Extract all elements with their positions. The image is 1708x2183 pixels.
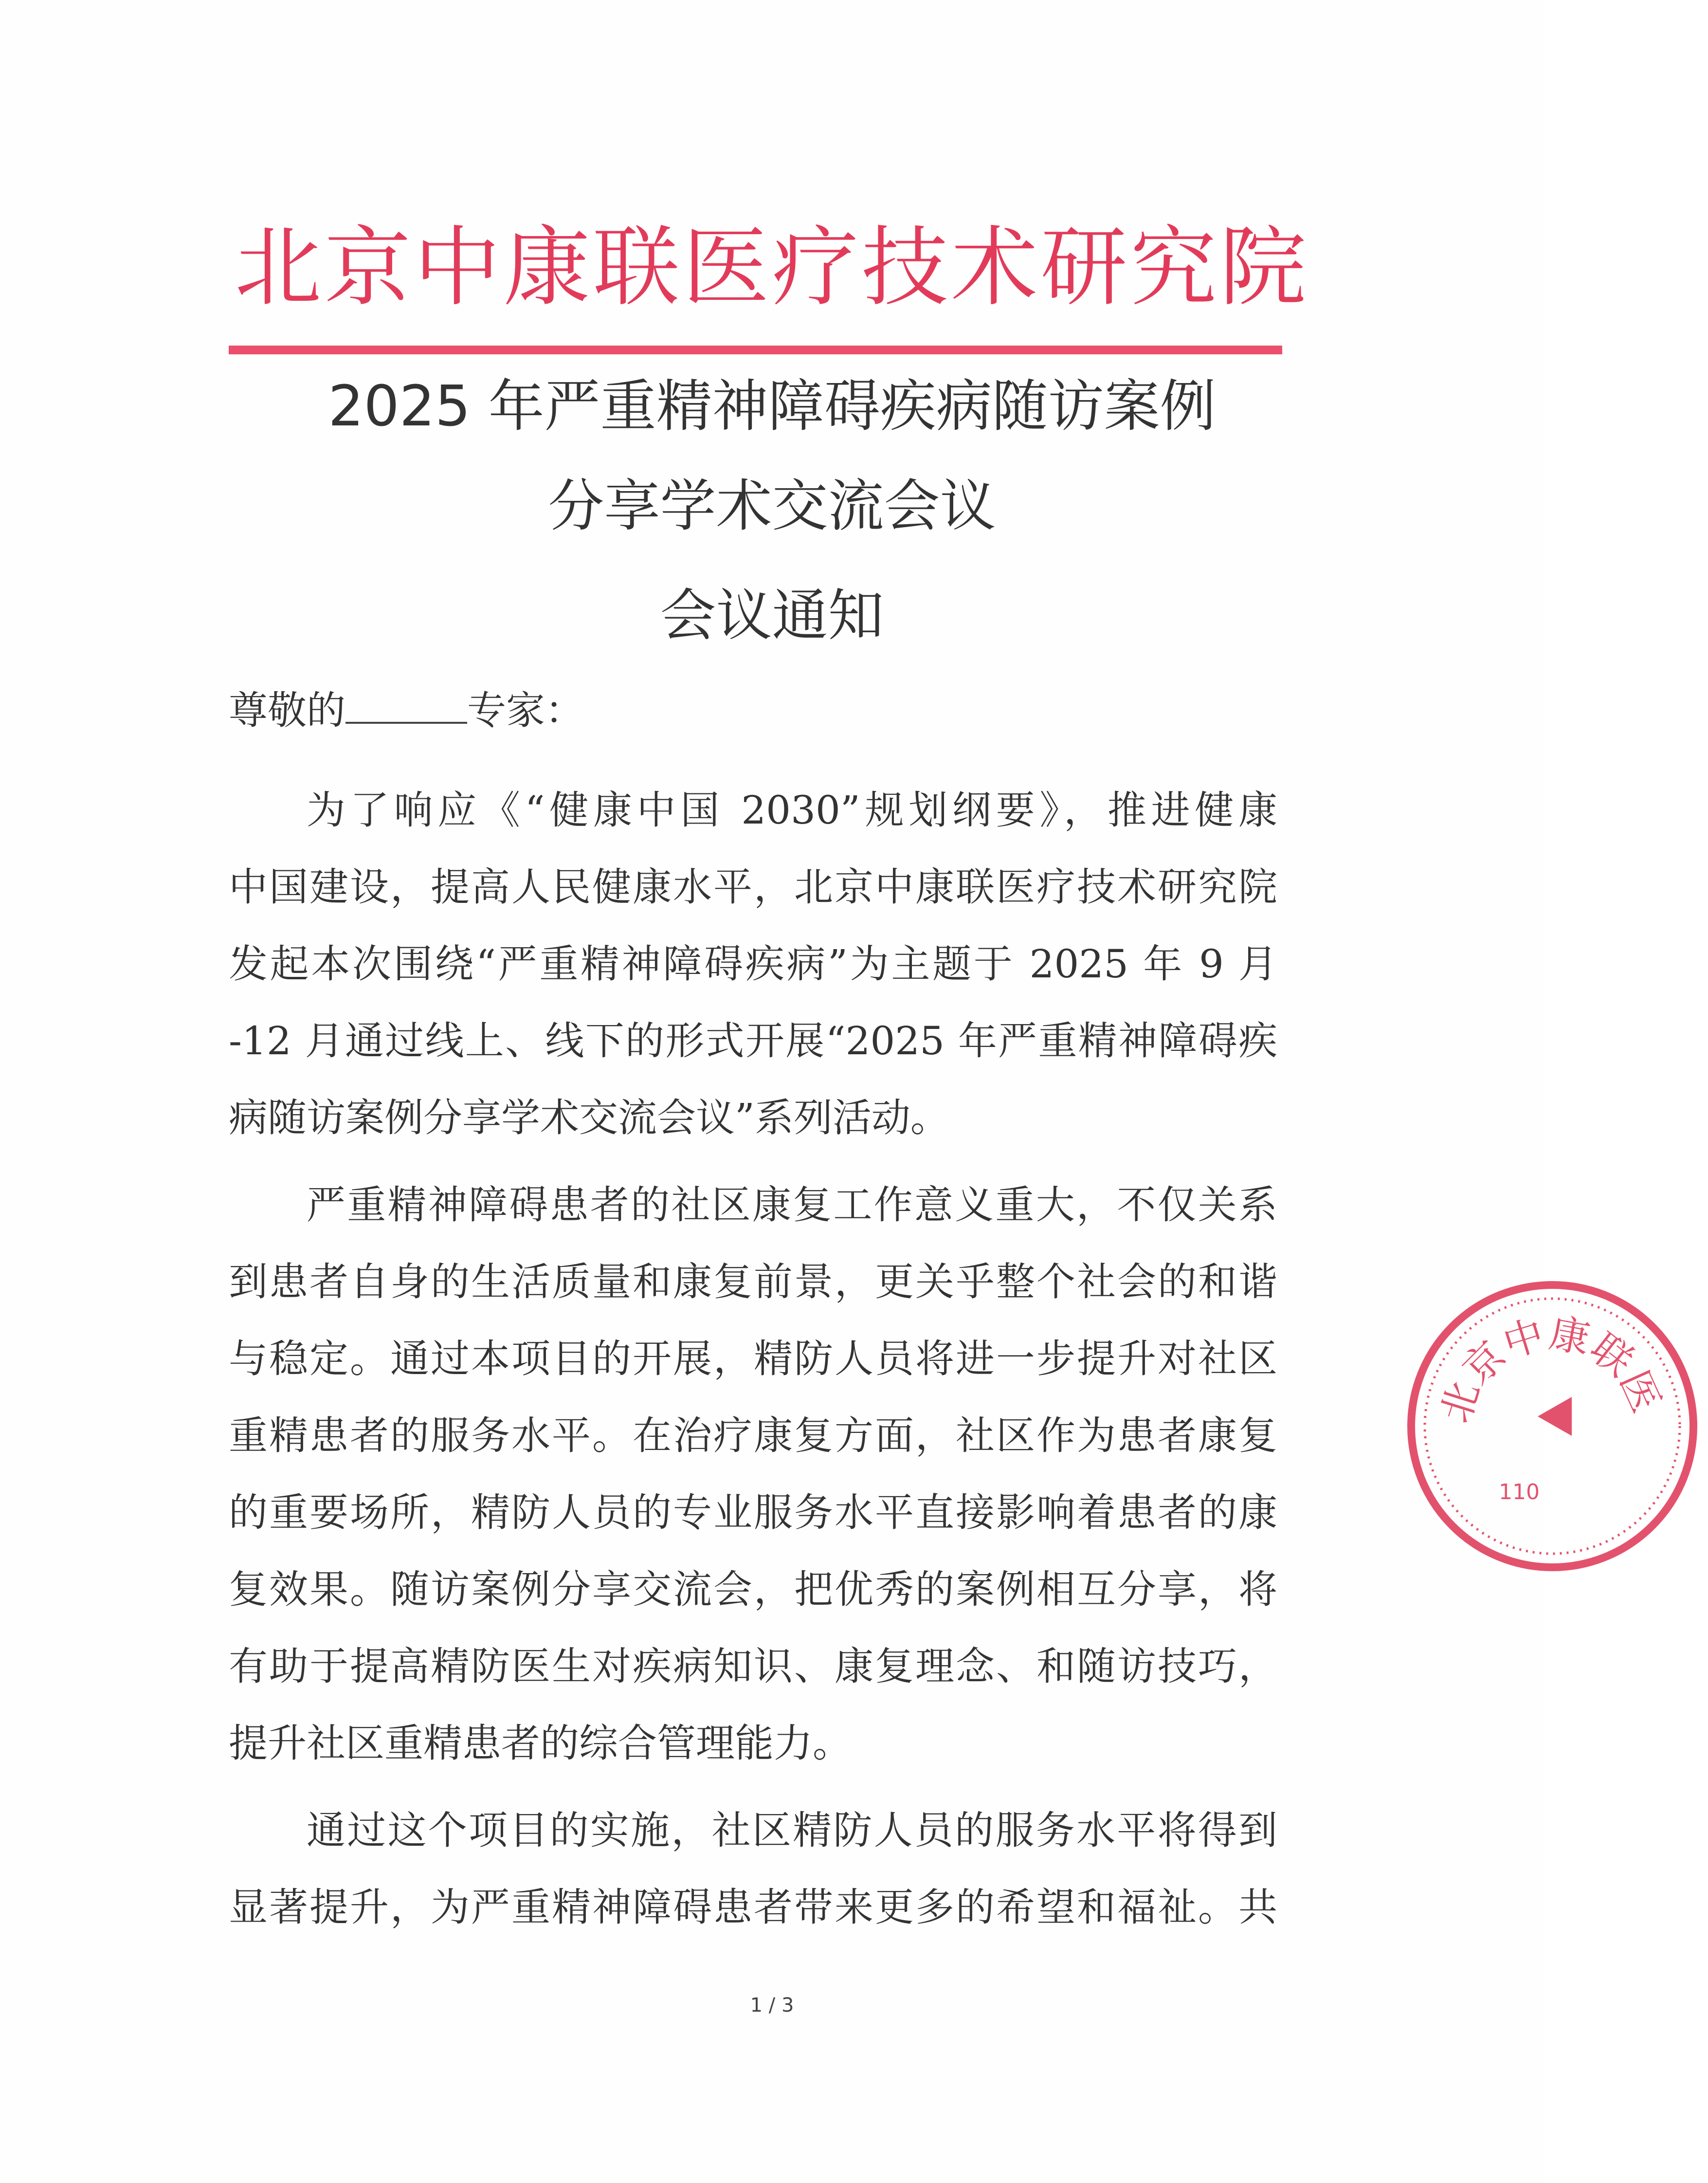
paragraph-2-line-4: 重精患者的服务水平。在治疗康复方面，社区作为患者康复 <box>229 1413 1277 1458</box>
page-number: 1 / 3 <box>750 1994 794 2017</box>
notice-title-line-2: 分享学术交流会议 <box>548 474 996 539</box>
paragraph-1-line-3: 发起本次围绕“严重精神障碍疾病”为主题于 2025 年 9 月 <box>229 941 1277 987</box>
letterhead-org-name: 北京中康联医疗技术研究院 <box>235 217 1309 318</box>
paragraph-3-line-1: 通过这个项目的实施，社区精防人员的服务水平将得到 <box>307 1808 1277 1853</box>
paragraph-2-line-7: 有助于提高精防医生对疾病知识、康复理念、和随访技巧， <box>229 1644 1277 1689</box>
paragraph-2-line-3: 与稳定。通过本项目的开展，精防人员将进一步提升对社区 <box>229 1336 1277 1381</box>
name-blank-line <box>345 690 467 724</box>
notice-title-line-1: 2025 年严重精神障碍疾病随访案例 <box>328 374 1216 439</box>
paragraph-2-line-2: 到患者自身的生活质量和康复前景，更关乎整个社会的和谐 <box>229 1259 1277 1304</box>
paragraph-2-line-5: 的重要场所，精防人员的专业服务水平直接影响着患者的康 <box>229 1490 1277 1535</box>
letterhead-divider <box>229 346 1282 354</box>
paragraph-2-line-6: 复效果。随访案例分享交流会，把优秀的案例相互分享，将 <box>229 1567 1277 1612</box>
paragraph-1-line-1: 为了响应《“健康中国 2030”规划纲要》，推进健康 <box>307 788 1277 833</box>
notice-title-line-3: 会议通知 <box>660 583 884 648</box>
paragraph-1-line-5: 病随访案例分享学术交流会议”系列活动。 <box>229 1095 949 1140</box>
paragraph-3-line-2: 显著提升，为严重精神障碍患者带来更多的希望和福祉。共 <box>229 1885 1277 1930</box>
paragraph-2-line-1: 严重精神障碍患者的社区康复工作意义重大，不仅关系 <box>307 1182 1277 1228</box>
seal-number: 110 <box>1499 1480 1540 1504</box>
official-seal-stamp <box>1397 1270 1708 1582</box>
salutation-suffix: 专家： <box>467 688 584 733</box>
salutation <box>229 684 584 737</box>
seal-star-icon <box>1538 1397 1572 1436</box>
paragraph-2-line-8: 提升社区重精患者的综合管理能力。 <box>229 1721 852 1766</box>
paragraph-1-line-4: -12 月通过线上、线下的形式开展“2025 年严重精神障碍疾 <box>229 1018 1277 1064</box>
paragraph-1-line-2: 中国建设，提高人民健康水平，北京中康联医疗技术研究院 <box>229 864 1277 910</box>
salutation-prefix: 尊敬的 <box>229 688 345 733</box>
seal-text: 北京中康联医 <box>1432 1310 1670 1429</box>
